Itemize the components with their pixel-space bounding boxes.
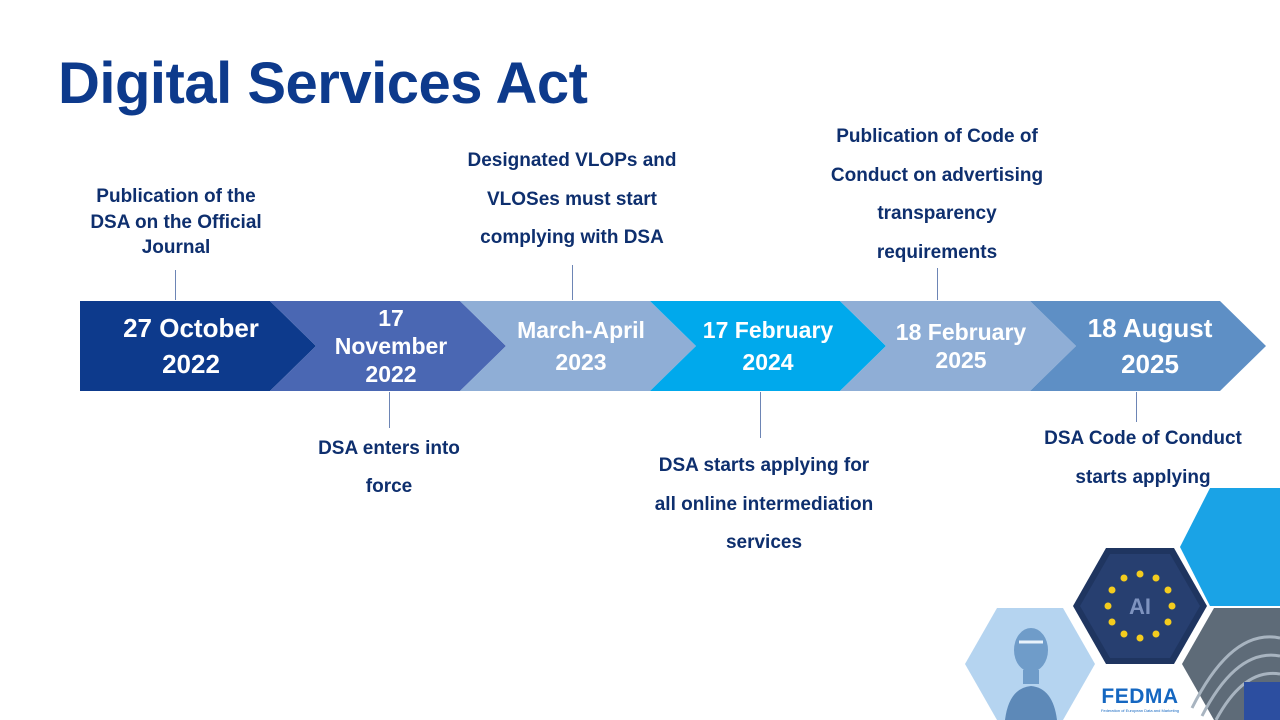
timeline-date-4: 17 February 2024	[702, 317, 834, 375]
page-title: Digital Services Act	[58, 51, 588, 116]
connector-line	[937, 268, 938, 300]
note-applies-all: DSA starts applying for all online intermediation services	[654, 455, 874, 553]
connector-line	[760, 392, 761, 438]
timeline-date-2: 17 November 2022	[334, 305, 448, 387]
parliament-image	[1182, 608, 1280, 720]
svg-text:AI: AI	[1129, 594, 1151, 619]
timeline-date-5: 18 February 2025	[895, 319, 1027, 373]
fedma-logo-text: FEDMA	[1101, 685, 1179, 708]
connector-line	[1136, 392, 1137, 422]
timeline-step-6	[1030, 301, 1266, 391]
fedma-logo	[1092, 686, 1188, 713]
fedma-logo-subtitle: Federation of European Data and Marketing	[1100, 708, 1180, 713]
robot-image	[965, 608, 1095, 720]
connector-line	[572, 265, 573, 300]
note-code-applies: DSA Code of Conduct starts applying	[1044, 428, 1242, 488]
note-enters-force: DSA enters into force	[318, 438, 460, 497]
timeline-date-3: March-April 2023	[517, 317, 645, 375]
note-vlops: Designated VLOPs and VLOSes must start complying with DSA	[467, 150, 677, 248]
timeline-date-6: 18 August 2025	[1087, 313, 1213, 379]
connector-line	[389, 392, 390, 428]
timeline-date-1: 27 October 2022	[123, 313, 259, 379]
note-code-publication: Publication of Code of Conduct on advertising transparency requirements	[830, 126, 1044, 263]
connector-line	[175, 270, 176, 300]
note-publication-dsa: Publication of the DSA on the Official Journal	[90, 186, 262, 258]
